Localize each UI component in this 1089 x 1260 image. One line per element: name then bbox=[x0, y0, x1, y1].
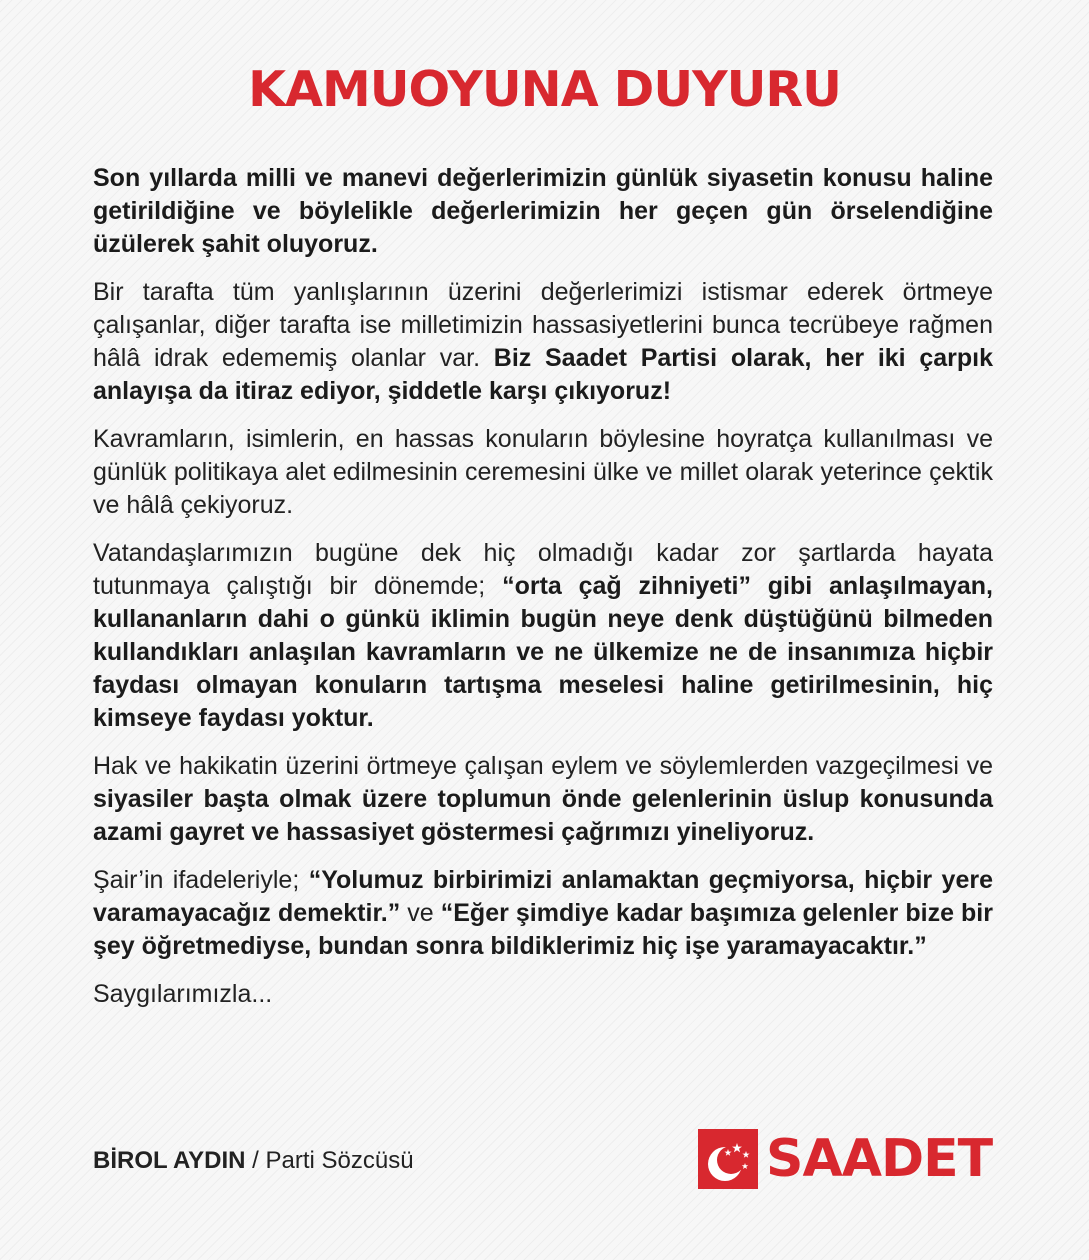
announcement-body bbox=[93, 162, 993, 1026]
paragraph-bold-text: “Eğer şimdiye kadar başımıza gelenler bize bir şey öğretmediyse, bundan sonra bildiklerimiz hiç işe yaramayacaktır.” bbox=[93, 899, 993, 960]
paragraph-text: Hak ve hakikatin üzerini örtmeye çalışan eylem ve söylemlerden vazgeçilmesi ve bbox=[93, 752, 993, 780]
crescent-stars-icon bbox=[698, 1129, 758, 1189]
paragraph-bold-text: “orta çağ zihniyeti” gibi anlaşılmayan, kullananların dahi o günkü iklimin bugün neye denk düştüğünü bilmeden kullandıkları anlaşılan kavramların ve ne ülkemize ne de insanımıza hiçbir faydası olmayan konuların tartışma meselesi haline getirilmesinin, hiç kimseye faydası yoktur. bbox=[93, 572, 993, 732]
paragraph bbox=[93, 276, 993, 408]
paragraph bbox=[93, 750, 993, 849]
paragraph bbox=[93, 162, 993, 261]
paragraph-bold-text: Biz Saadet Partisi olarak, her iki çarpık anlayışa da itiraz ediyor, şiddetle karşı çıkıyoruz! bbox=[93, 344, 993, 405]
logo-text: SAADET bbox=[766, 1129, 993, 1189]
paragraph bbox=[93, 537, 993, 735]
paragraph-text: Şair’in ifadeleriyle; bbox=[93, 866, 309, 894]
paragraph-text: Bir tarafta tüm yanlışlarının üzerini değerlerimizi istismar ederek örtmeye çalışanlar, diğer tarafta ise milletimizin hassasiyetlerini bunca tecrübeye rağmen hâlâ idrak edememiş olanlar var. bbox=[93, 278, 993, 372]
paragraph-text: Saygılarımızla... bbox=[93, 980, 273, 1008]
saadet-logo bbox=[698, 1129, 992, 1189]
page-title: KAMUOYUNA DUYURU bbox=[248, 61, 841, 118]
signature-name: BİROL AYDIN bbox=[93, 1147, 246, 1174]
paragraph-bold-text: Son yıllarda milli ve manevi değerlerimizin günlük siyasetin konusu haline getirildiğine ve böylelikle değerlerimizin her geçen gün örselendiğine üzülerek şahit oluyoruz. bbox=[93, 164, 993, 258]
paragraph-text: Vatandaşlarımızın bugüne dek hiç olmadığı kadar zor şartlarda hayata tutunmaya çalıştığı bir dönemde; bbox=[93, 539, 993, 600]
signature-separator: / bbox=[245, 1147, 266, 1174]
paragraph bbox=[93, 978, 993, 1011]
signature bbox=[93, 1146, 414, 1176]
signature-role: Parti Sözcüsü bbox=[265, 1147, 414, 1174]
paragraph-text: Kavramların, isimlerin, en hassas konuların böylesine hoyratça kullanılması ve günlük politikaya alet edilmesinin ceremesini ülke ve millet olarak yeterince çektik ve hâlâ çekiyoruz. bbox=[93, 425, 993, 519]
paragraph bbox=[93, 423, 993, 522]
paragraph bbox=[93, 864, 993, 963]
paragraph-text: ve bbox=[400, 899, 441, 927]
paragraph-bold-text: siyasiler başta olmak üzere toplumun önde gelenlerinin üslup konusunda azami gayret ve hassasiyet göstermesi çağrımızı yineliyoruz. bbox=[93, 785, 993, 846]
paragraph-bold-text: “Yolumuz birbirimizi anlamaktan geçmiyorsa, hiçbir yere varamayacağız demektir.” bbox=[93, 866, 993, 927]
